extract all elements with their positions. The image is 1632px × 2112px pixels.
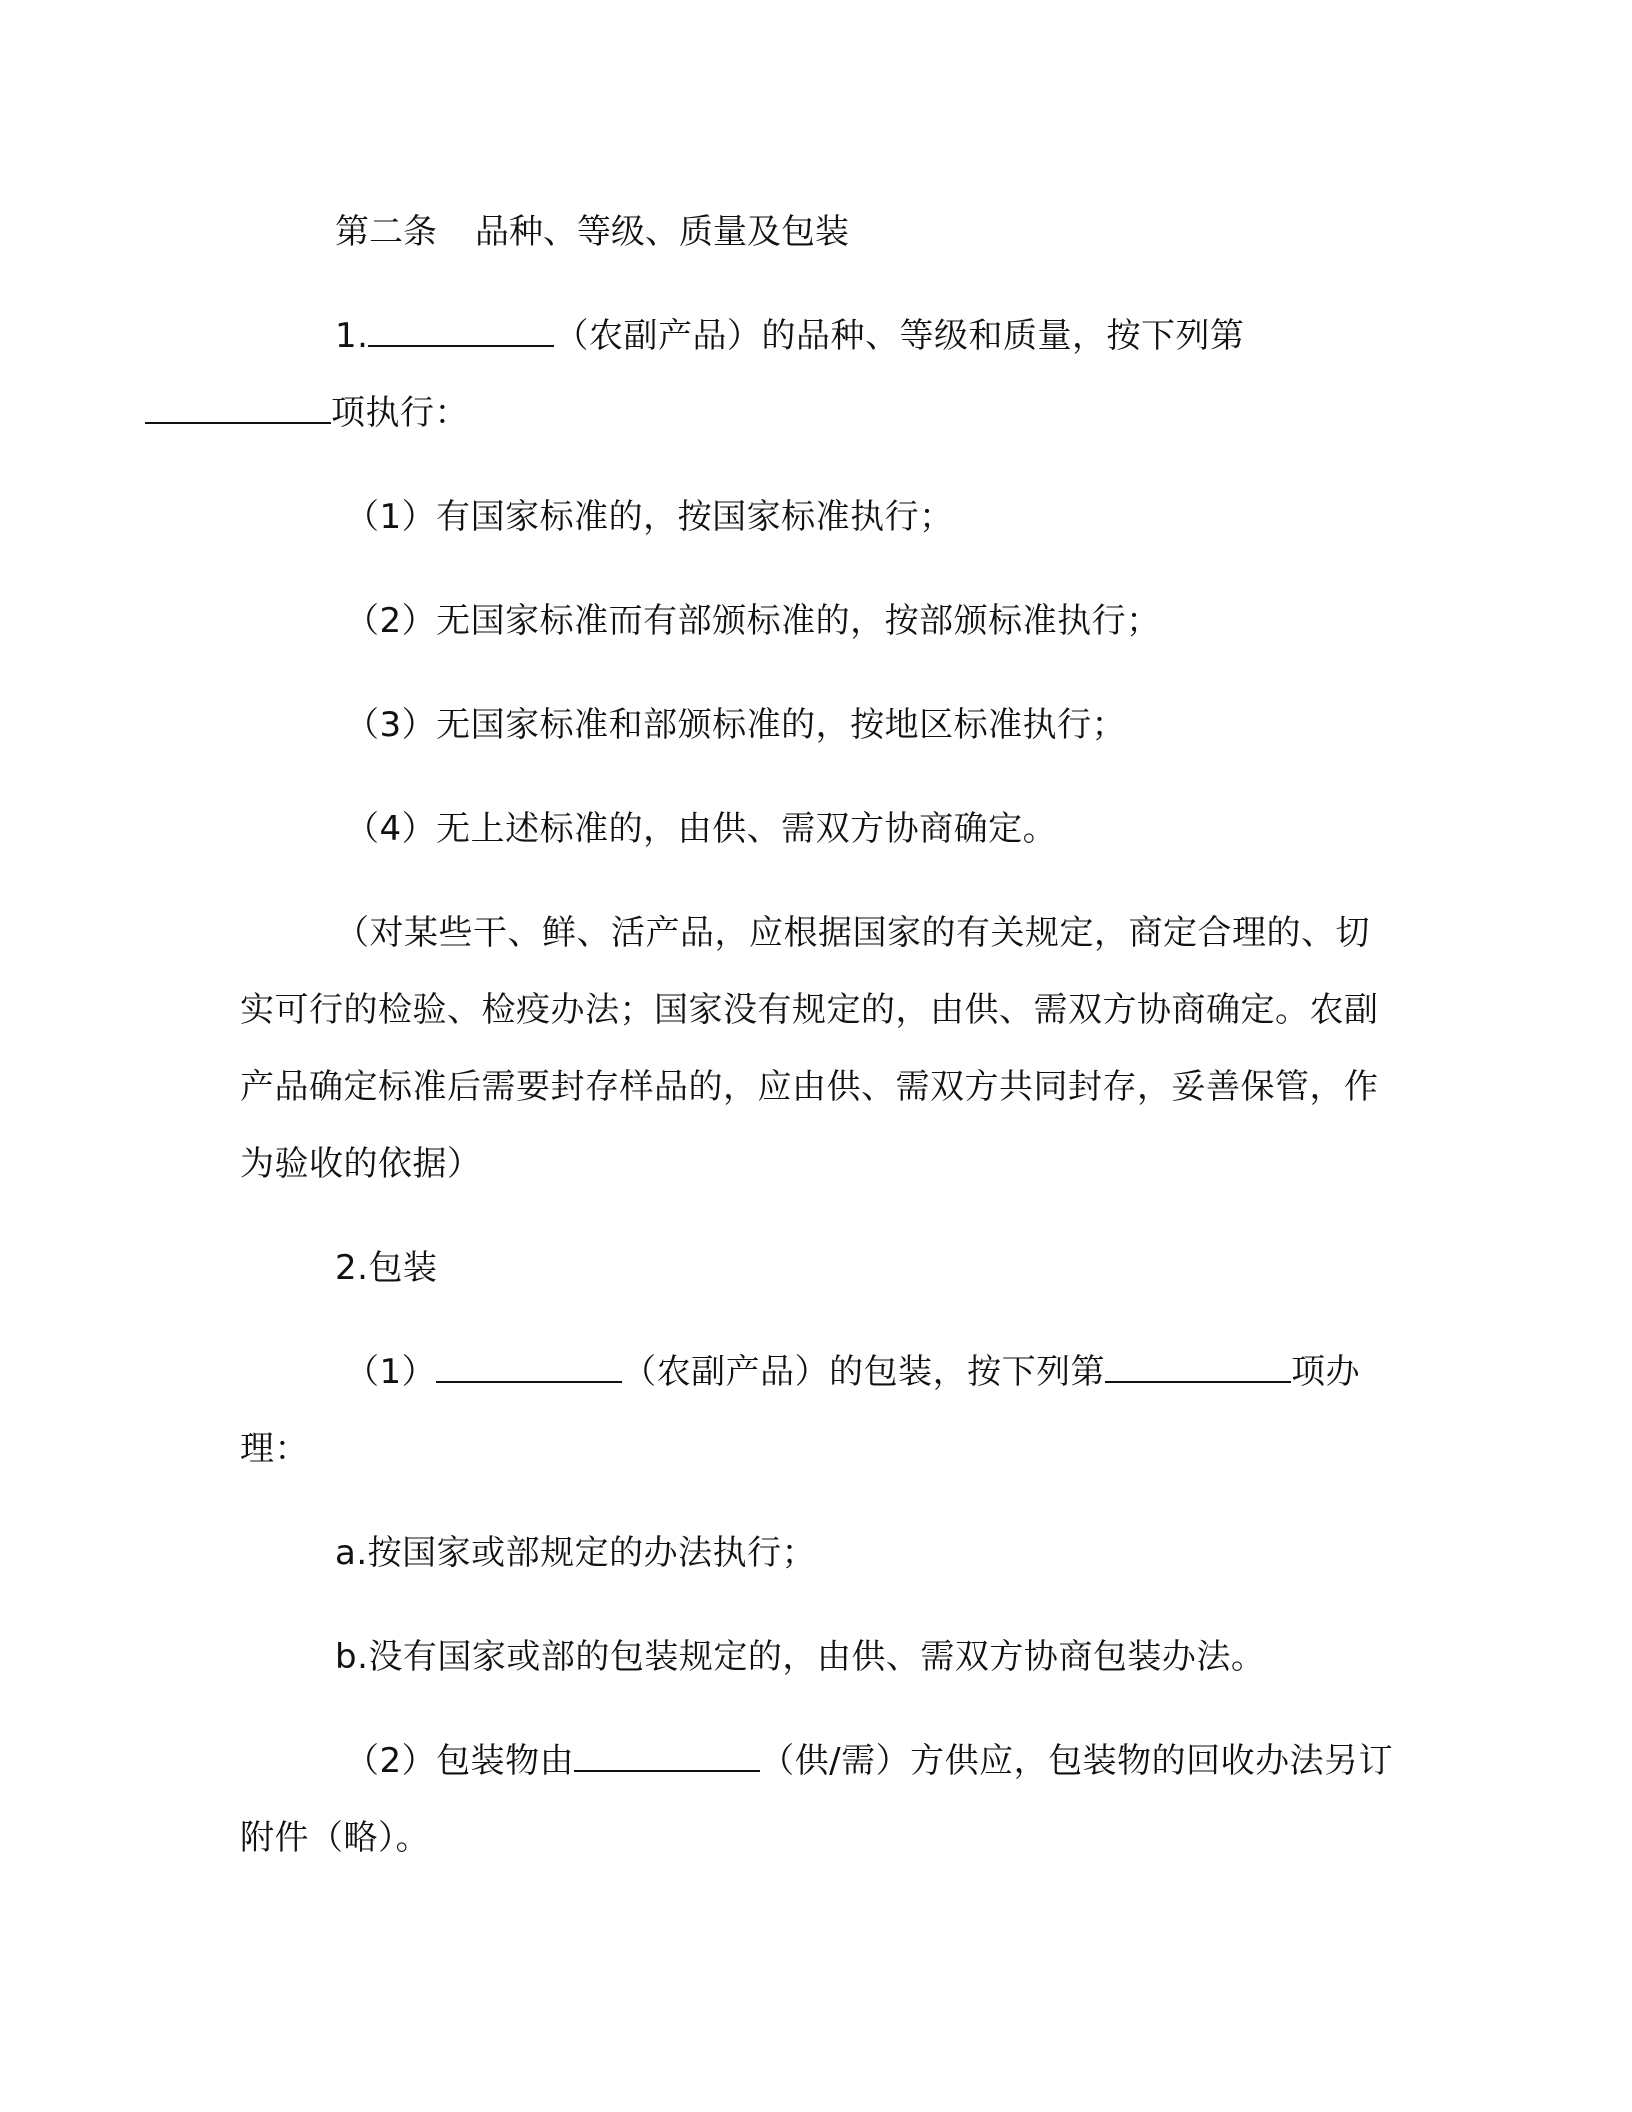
- packaging-item-1-middle: （农副产品）的包装，按下列第: [622, 1352, 1106, 1392]
- packaging-item-2: [240, 1723, 1395, 1877]
- standard-item-3: （3）无国家标准和部颁标准的，按地区标准执行；: [345, 705, 1127, 745]
- packaging-option-b: b.没有国家或部的包装规定的，由供、需双方协商包装办法。: [335, 1637, 1266, 1677]
- supplier-blank[interactable]: [574, 1742, 760, 1772]
- packaging-item-number-blank[interactable]: [1105, 1353, 1291, 1383]
- packaging-item-1-prefix: （1）: [345, 1352, 437, 1392]
- clause-2-label: 2.包装: [335, 1248, 438, 1288]
- standard-item-1: （1）有国家标准的，按国家标准执行；: [345, 497, 954, 537]
- standard-item-2: （2）无国家标准而有部颁标准的，按部颁标准执行；: [345, 601, 1161, 641]
- article-heading: [240, 194, 1395, 271]
- document-body: [240, 194, 1395, 1904]
- packaging-item-1: [240, 1334, 1395, 1488]
- packaging-item-1-suffix: 项办理：: [240, 1352, 1361, 1469]
- packaging-product-blank[interactable]: [436, 1353, 622, 1383]
- packaging-item-2-prefix: （2）包装物由: [345, 1741, 575, 1781]
- clause-1: [240, 298, 1395, 452]
- clause-1-prefix: 1.: [335, 316, 369, 356]
- inspection-note: （对某些干、鲜、活产品，应根据国家的有关规定，商定合理的、切实可行的检验、检疫办法；国家没有规定的，由供、需双方协商确定。农副产品确定标准后需要封存样品的，应由供、需双方共同封存，妥善保管，作为验收的依据）: [240, 913, 1379, 1184]
- item-number-blank[interactable]: [145, 394, 331, 424]
- standard-item-4: （4）无上述标准的，由供、需双方协商确定。: [345, 809, 1058, 849]
- article-number: 第二条: [335, 212, 437, 252]
- product-blank[interactable]: [368, 317, 554, 347]
- article-title: 品种、等级、质量及包装: [475, 212, 849, 252]
- clause-1-middle: （农副产品）的品种、等级和质量，按下列第: [554, 316, 1245, 356]
- packaging-option-a: a.按国家或部规定的办法执行；: [335, 1533, 817, 1573]
- packaging-item-2-suffix: （供/需）方供应，包装物的回收办法另订附件（略）。: [240, 1741, 1394, 1858]
- clause-1-suffix: 项执行：: [331, 393, 469, 433]
